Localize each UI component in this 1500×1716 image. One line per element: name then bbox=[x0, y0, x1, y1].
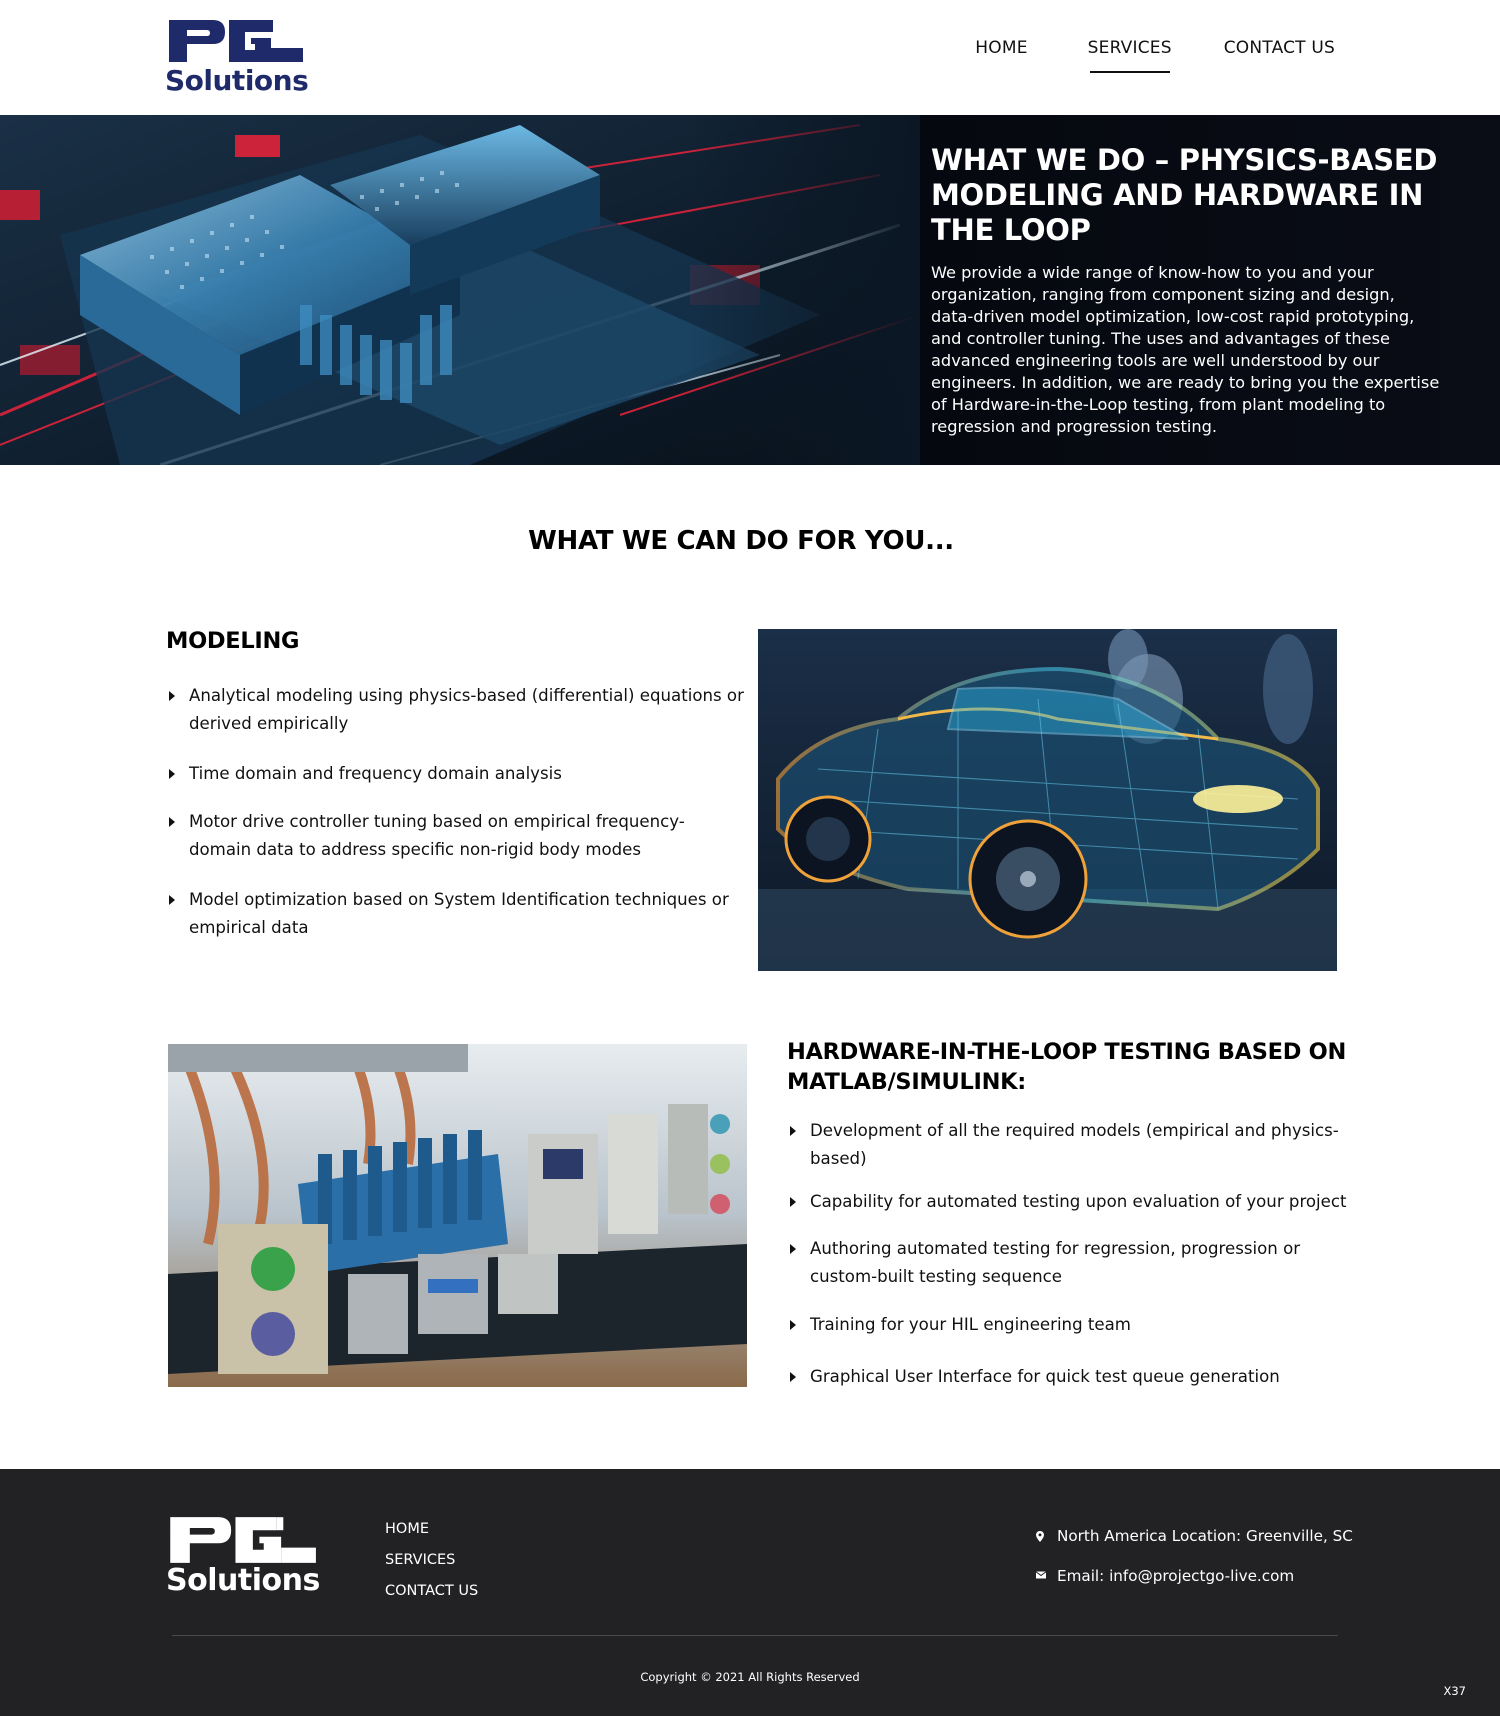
bullet-triangle-icon bbox=[169, 691, 175, 701]
hero-title: WHAT WE DO – PHYSICS-BASED MODELING AND HARDWARE IN THE LOOP bbox=[931, 143, 1438, 247]
footer-nav-home[interactable]: HOME bbox=[385, 1521, 429, 1537]
nav-home[interactable]: HOME bbox=[975, 38, 1028, 58]
list-item bbox=[166, 808, 746, 864]
footer-contact bbox=[1034, 1526, 1354, 1606]
list-item-text: Authoring automated testing for regression, progression or custom-built testing sequence bbox=[810, 1239, 1301, 1286]
list-item bbox=[787, 1235, 1347, 1291]
list-item bbox=[166, 760, 746, 788]
hil-block bbox=[787, 1037, 1347, 1406]
footer-location bbox=[1034, 1526, 1354, 1546]
hil-list bbox=[787, 1117, 1347, 1391]
hero-text bbox=[931, 143, 1441, 438]
list-item-text: Graphical User Interface for quick test queue generation bbox=[810, 1367, 1280, 1386]
bullet-triangle-icon bbox=[790, 1126, 796, 1136]
footer-logo-wordmark: Solutions bbox=[166, 1563, 320, 1598]
footer-nav-services[interactable]: SERVICES bbox=[385, 1552, 456, 1568]
hil-title: HARDWARE-IN-THE-LOOP TESTING BASED ON MATLAB/SIMULINK: bbox=[787, 1039, 1347, 1095]
footer-location-text: North America Location: Greenville, SC bbox=[1057, 1527, 1353, 1545]
list-item-text: Analytical modeling using physics-based (differential) equations or derived empirically bbox=[189, 686, 744, 733]
list-item bbox=[787, 1311, 1347, 1339]
car-illustration bbox=[758, 629, 1337, 971]
site-header bbox=[0, 0, 1500, 115]
footer-tag: X37 bbox=[1443, 1684, 1466, 1698]
footer-nav bbox=[385, 1514, 478, 1607]
modeling-block bbox=[166, 626, 746, 942]
list-item-text: Model optimization based on System Identification techniques or empirical data bbox=[189, 890, 729, 937]
copyright-text: Copyright © 2021 All Rights Reserved bbox=[640, 1670, 860, 1684]
wireframe-car-image bbox=[758, 629, 1337, 971]
pgl-logo-mark bbox=[168, 1515, 316, 1565]
list-item bbox=[166, 682, 746, 738]
circuit-board-image bbox=[0, 115, 920, 465]
list-item-text: Training for your HIL engineering team bbox=[810, 1315, 1131, 1334]
footer-logo[interactable] bbox=[166, 1515, 318, 1599]
nav-services[interactable]: SERVICES bbox=[1087, 38, 1172, 58]
list-item bbox=[166, 886, 746, 942]
footer-nav-contact-us[interactable]: CONTACT US bbox=[385, 1583, 479, 1599]
list-item bbox=[787, 1188, 1347, 1216]
hero-description: We provide a wide range of know-how to you and your organization, ranging from component sizing and design, data-driven model optimization, low-cost rapid prototyping, and controller tuning. The uses and advantages of these advanced engineering tools are well understood by our engineers. In addition, we are ready to bring you the expertise of Hardware-in-the-Loop testing, from plant modeling to regression and progression testing. bbox=[931, 263, 1440, 436]
section-title: WHAT WE CAN DO FOR YOU... bbox=[528, 526, 954, 556]
bullet-triangle-icon bbox=[790, 1372, 796, 1382]
list-item bbox=[787, 1117, 1347, 1173]
hero-banner bbox=[0, 115, 1500, 465]
footer-email[interactable] bbox=[1034, 1566, 1354, 1586]
bullet-triangle-icon bbox=[169, 895, 175, 905]
list-item-text: Capability for automated testing upon evaluation of your project bbox=[810, 1192, 1347, 1211]
bullet-triangle-icon bbox=[169, 817, 175, 827]
bullet-triangle-icon bbox=[790, 1320, 796, 1330]
envelope-icon bbox=[1036, 1571, 1046, 1579]
list-item-text: Time domain and frequency domain analysis bbox=[189, 764, 562, 783]
logo-wordmark: Solutions bbox=[165, 64, 309, 97]
pgl-logo-mark bbox=[167, 18, 303, 64]
footer-divider bbox=[172, 1635, 1338, 1636]
main-nav bbox=[975, 38, 1335, 58]
list-item bbox=[787, 1363, 1347, 1391]
modeling-title: MODELING bbox=[166, 628, 300, 654]
nav-contact-us[interactable]: CONTACT US bbox=[1223, 38, 1335, 58]
motherboard-illustration bbox=[168, 1044, 747, 1387]
list-item-text: Motor drive controller tuning based on empirical frequency-domain data to address specific non-rigid body modes bbox=[189, 812, 685, 859]
header-logo[interactable] bbox=[165, 18, 307, 96]
list-item-text: Development of all the required models (empirical and physics-based) bbox=[810, 1121, 1339, 1168]
bullet-triangle-icon bbox=[790, 1197, 796, 1207]
footer-email-text: Email: info@projectgo-live.com bbox=[1057, 1567, 1295, 1585]
bullet-triangle-icon bbox=[169, 769, 175, 779]
modeling-list bbox=[166, 682, 746, 942]
motherboard-image bbox=[168, 1044, 747, 1387]
map-pin-icon bbox=[1036, 1531, 1044, 1542]
bullet-triangle-icon bbox=[790, 1244, 796, 1254]
site-footer bbox=[0, 1469, 1500, 1716]
